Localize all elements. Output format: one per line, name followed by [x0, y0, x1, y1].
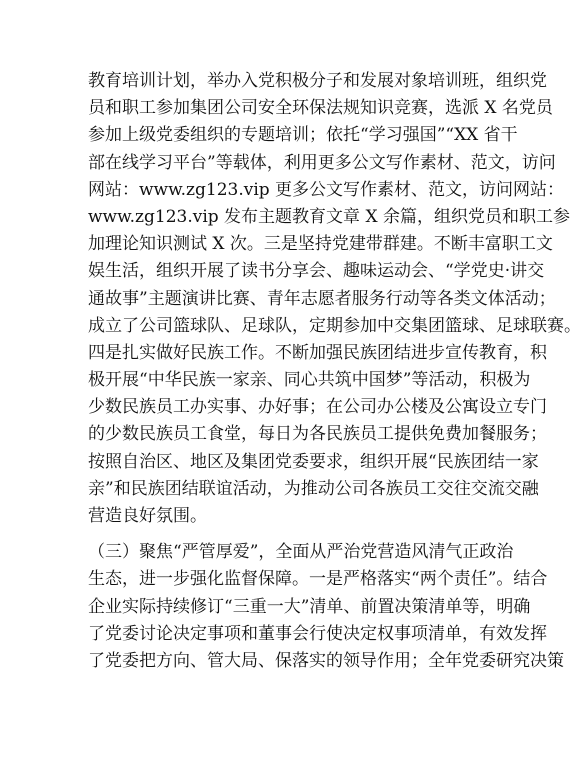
text-line: www.zg123.vip 发布主题教育文章 X 余篇，组织党员和职工参 [88, 206, 570, 227]
paragraph-section-three [88, 539, 564, 675]
text-line: 部在线学习平台”等载体，利用更多公文写作素材、范文，访问 [88, 152, 556, 173]
text-line: 少数民族员工办实事、办好事；在公司办公楼及公寓设立专门 [88, 397, 547, 418]
paragraph-continuation [88, 68, 581, 530]
text-line: （三）聚焦“严管厚爱”，全面从严治党营造风清气正政治 [88, 542, 514, 563]
text-line: 参加上级党委组织的专题培训；依托“学习强国”“XX 省干 [88, 125, 518, 146]
text-line: 营造良好氛围。 [88, 506, 207, 526]
text-line: 亲”和民族团结联谊活动，为推动公司各族员工交往交流交融 [88, 478, 539, 499]
text-line: 员和职工参加集团公司安全环保法规知识竞赛，选派 X 名党员 [88, 98, 553, 119]
text-line: 加理论知识测试 X 次。三是坚持党建带群建。不断丰富职工文 [88, 234, 553, 255]
text-line: 四是扎实做好民族工作。不断加强民族团结进步宣传教育，积 [88, 342, 547, 363]
text-line: 网站：www.zg123.vip 更多公文写作素材、范文，访问网站： [88, 179, 565, 200]
text-line: 成立了公司篮球队、足球队，定期参加中交集团篮球、足球联赛。 [88, 315, 581, 336]
text-line: 通故事”主题演讲比赛、青年志愿者服务行动等各类文体活动； [88, 288, 556, 309]
text-line: 按照自治区、地区及集团党委要求，组织开展“民族团结一家 [88, 451, 539, 472]
text-line: 的少数民族员工食堂，每日为各民族员工提供免费加餐服务； [88, 424, 547, 445]
document-body [88, 68, 581, 675]
text-line: 了党委讨论决定事项和董事会行使决定权事项清单，有效发挥 [88, 623, 547, 644]
text-line: 企业实际持续修订“三重一大”清单、前置决策清单等，明确 [88, 596, 531, 617]
text-line: 极开展“中华民族一家亲、同心共筑中国梦”等活动，积极为 [88, 370, 531, 391]
text-line: 教育培训计划，举办入党积极分子和发展对象培训班，组织党 [88, 71, 547, 91]
text-line: 了党委把方向、管大局、保落实的领导作用；全年党委研究决策 [88, 650, 564, 671]
text-line: 生态，进一步强化监督保障。一是严格落实“两个责任”。结合 [88, 569, 548, 590]
text-line: 娱生活，组织开展了读书分享会、趣味运动会、“学党史·讲交 [88, 261, 545, 282]
paragraph-spacer [88, 530, 508, 539]
